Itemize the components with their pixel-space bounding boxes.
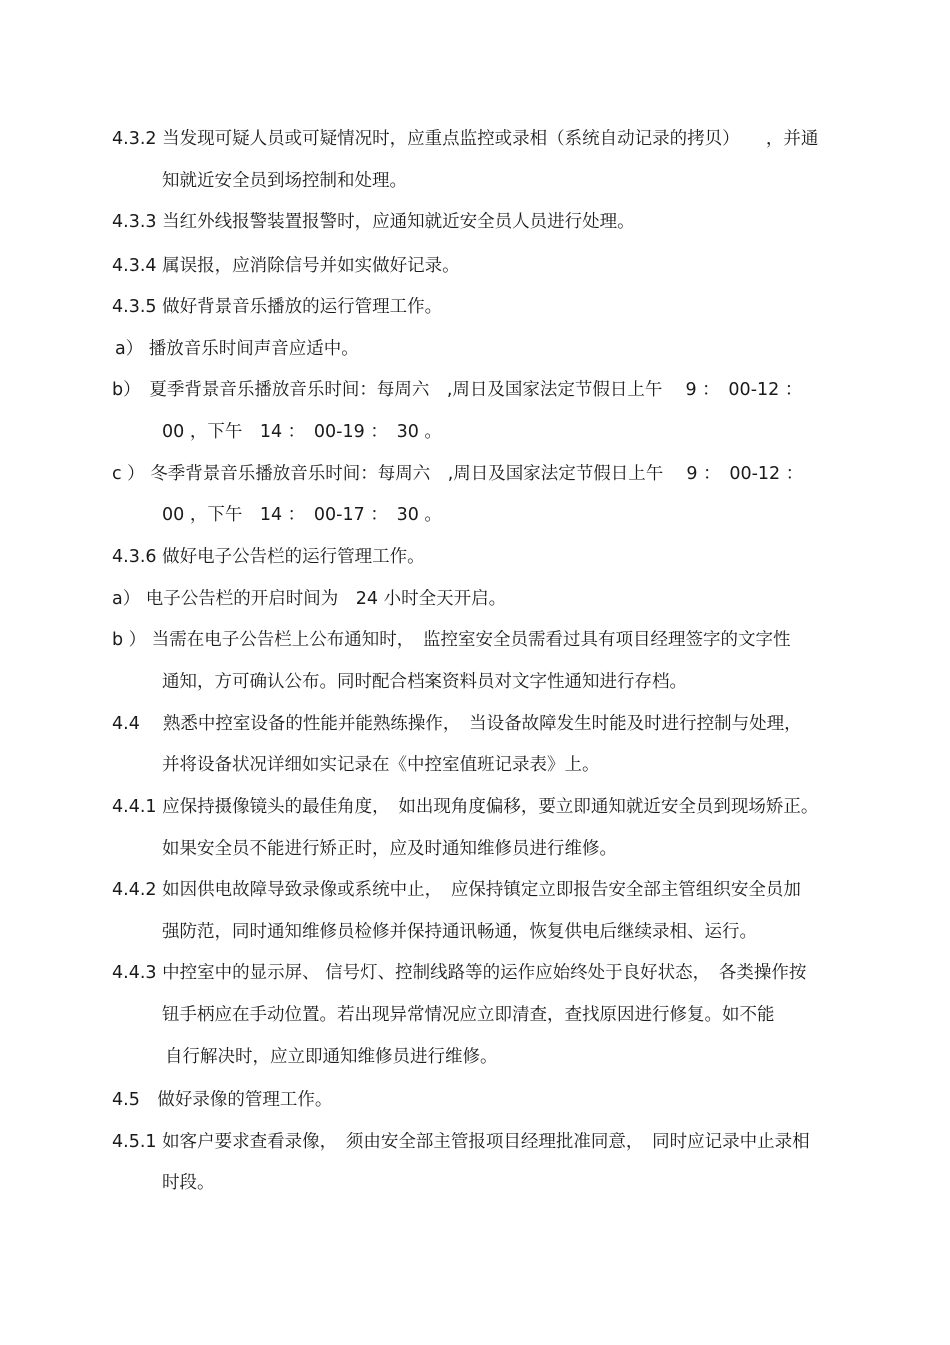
- text-line: 4.3.6 做好电子公告栏的运行管理工作。: [112, 547, 425, 567]
- text-line: 4.4 熟悉中控室设备的性能并能熟练操作， 当设备故障发生时能及时进行控制与处理，: [112, 714, 802, 734]
- text-line: 00 ，下午 14 ： 00-19 ： 30 。: [162, 422, 442, 442]
- text-line: a） 电子公告栏的开启时间为 24 小时全天开启。: [112, 589, 507, 609]
- text-line: 如果安全员不能进行矫正时，应及时通知维修员进行维修。: [162, 839, 617, 859]
- text-line: 00 ，下午 14 ： 00-17 ： 30 。: [162, 505, 442, 525]
- text-line: 4.5 做好录像的管理工作。: [112, 1090, 333, 1110]
- text-line: c ） 冬季背景音乐播放音乐时间：每周六 ,周日及国家法定节假日上午 9 ： 00-12 ：: [112, 464, 804, 484]
- text-line: 时段。: [162, 1173, 215, 1193]
- text-line: 强防范，同时通知维修员检修并保持通讯畅通，恢复供电后继续录相、运行。: [162, 922, 757, 942]
- text-line: 4.3.4 属误报，应消除信号并如实做好记录。: [112, 256, 460, 276]
- text-line: 通知，方可确认公布。同时配合档案资料员对文字性通知进行存档。: [162, 672, 687, 692]
- text-line: 4.3.3 当红外线报警装置报警时，应通知就近安全员人员进行处理。: [112, 212, 635, 232]
- text-line: 4.4.2 如因供电故障导致录像或系统中止， 应保持镇定立即报告安全部主管组织安全员加: [112, 880, 801, 900]
- text-line: 自行解决时，应立即通知维修员进行维修。: [165, 1047, 498, 1067]
- text-line: 4.4.3 中控室中的显示屏、 信号灯、控制线路等的运作应始终处于良好状态， 各类操作按: [112, 963, 807, 983]
- text-line: 4.3.2 当发现可疑人员或可疑情况时，应重点监控或录相（系统自动记录的拷贝） ，并通: [112, 129, 819, 149]
- text-line: a） 播放音乐时间声音应适中。: [115, 339, 359, 359]
- text-line: 并将设备状况详细如实记录在《中控室值班记录表》上。: [162, 755, 600, 775]
- text-line: b） 夏季背景音乐播放音乐时间：每周六 ,周日及国家法定节假日上午 9 ： 00-12 ：: [112, 380, 803, 400]
- text-line: 4.3.5 做好背景音乐播放的运行管理工作。: [112, 297, 443, 317]
- text-line: 4.4.1 应保持摄像镜头的最佳角度， 如出现角度偏移，要立即通知就近安全员到现场矫正。: [112, 797, 819, 817]
- text-line: 4.5.1 如客户要求查看录像， 须由安全部主管报项目经理批准同意， 同时应记录中止录相: [112, 1132, 810, 1152]
- text-line: 钮手柄应在手动位置。若出现异常情况应立即清查，查找原因进行修复。如不能: [162, 1005, 775, 1025]
- text-line: 知就近安全员到场控制和处理。: [162, 171, 407, 191]
- text-line: b ） 当需在电子公告栏上公布通知时， 监控室安全员需看过具有项目经理签字的文字性: [112, 630, 791, 650]
